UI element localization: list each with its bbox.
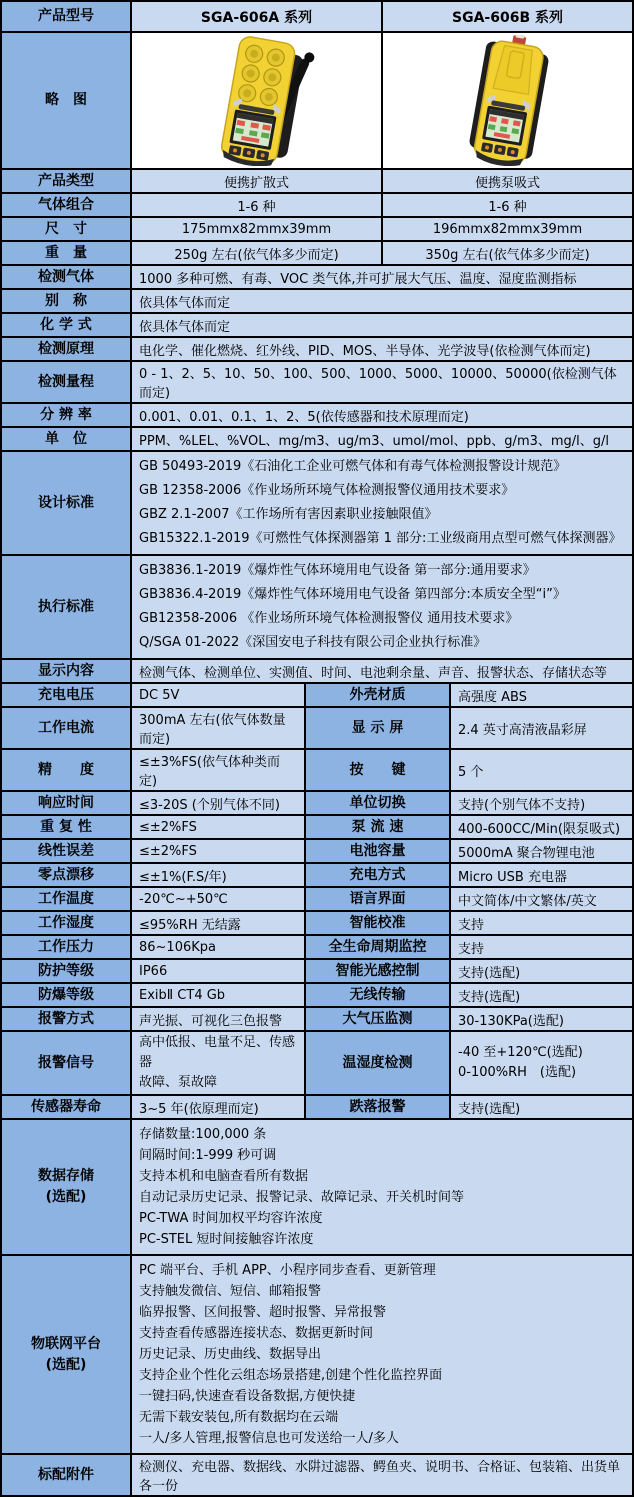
row-label-right: 显 示 屏: [304, 708, 449, 748]
header-row: [2, 2, 632, 33]
row-label-left: 精 度: [2, 750, 130, 790]
text-line: PC-STEL 短时间接触容许浓度: [139, 1232, 314, 1247]
row-label: [2, 1256, 130, 1453]
row-label: 气体组合: [2, 194, 130, 216]
quad-col-section: [2, 684, 632, 1120]
row-label-right: 电池容量: [304, 840, 449, 862]
label-subline: (选配): [45, 1356, 87, 1373]
row-value-left: IP66: [130, 960, 304, 982]
row-value-right: 高强度 ABS: [449, 684, 632, 706]
row-label: 重 量: [2, 242, 130, 264]
label-subline: (选配): [45, 1189, 87, 1205]
row-label: 设计标准: [2, 452, 130, 554]
row-value: 检测气体、检测单位、实测值、时间、电池剩余量、声音、报警状态、存储状态等: [130, 660, 632, 682]
spec-row: [2, 452, 632, 556]
row-label-left: 充电电压: [2, 684, 130, 706]
text-line: GB12358-2006 《作业场所环境气体检测报警仪 通用技术要求》: [139, 611, 519, 626]
row-label: 尺 寸: [2, 218, 130, 240]
text-line: 高中低报、电量不足、传感器: [139, 1035, 296, 1070]
spec-row: [2, 194, 632, 218]
row-label-right: 单位切换: [304, 792, 449, 814]
spec-row: [2, 1096, 632, 1120]
row-label: 分 辨 率: [2, 404, 130, 426]
spec-row: [2, 660, 632, 684]
text-line: 一人/多人管理,报警信息也可发送给一人/多人: [139, 1431, 399, 1446]
text-line: 存储数量:100,000 条: [139, 1127, 267, 1142]
row-value-left: DC 5V: [130, 684, 304, 706]
row-value: 依具体气体而定: [130, 314, 632, 336]
row-value-a: 便携扩散式: [130, 170, 381, 192]
spec-row: [2, 362, 632, 404]
row-label: 产品类型: [2, 170, 130, 192]
sketch-row: [2, 33, 632, 170]
spec-block-row: [2, 1120, 632, 1256]
row-label-left: 报警方式: [2, 1008, 130, 1030]
text-line: 支持触发微信、短信、邮箱报警: [139, 1284, 322, 1299]
row-label-left: 报警信号: [2, 1032, 130, 1094]
row-label-right: 无线传输: [304, 984, 449, 1006]
product-image-b-cell: [381, 33, 632, 168]
header-series-b: SGA-606B 系列: [381, 2, 632, 31]
row-value: 0.001、0.01、0.1、1、2、5(依传感器和技术原理而定): [130, 404, 632, 426]
text-line: -40 至+120℃(选配): [458, 1045, 583, 1060]
text-line: 临界报警、区间报警、超时报警、异常报警: [139, 1305, 387, 1320]
spec-row: [2, 1032, 632, 1096]
product-image-a-cell: [130, 33, 381, 168]
text-line: GB3836.1-2019《爆炸性气体环境用电气设备 第一部分:通用要求》: [139, 563, 536, 578]
row-label-right: 全生命周期监控: [304, 936, 449, 958]
row-label-left: 工作温度: [2, 888, 130, 910]
text-line: 历史记录、历史曲线、数据导出: [139, 1347, 322, 1362]
row-value-left: 86~106Kpa: [130, 936, 304, 958]
text-line: 无需下载安装包,所有数据均在云端: [139, 1410, 339, 1425]
row-value-left: ≤95%RH 无结露: [130, 912, 304, 934]
row-label: 单 位: [2, 428, 130, 450]
row-label-right: 温湿度检测: [304, 1032, 449, 1094]
row-value-right: 30-130KPa(选配): [449, 1008, 632, 1030]
row-label-left: 工作湿度: [2, 912, 130, 934]
row-value-left: ≤±3%FS(依气体种类而定): [130, 750, 304, 790]
spec-row: [2, 428, 632, 452]
row-value: 0 - 1、2、5、10、50、100、500、1000、5000、10000、50000(依检测气体而定): [130, 362, 632, 402]
text-line: GB3836.4-2019《爆炸性气体环境用电气设备 第四部分:本质安全型“i”》: [139, 587, 566, 602]
spec-row: [2, 684, 632, 708]
row-value: [130, 556, 632, 658]
row-value-right: 支持: [449, 936, 632, 958]
row-value-left: [130, 1032, 304, 1094]
row-label-left: 传感器寿命: [2, 1096, 130, 1118]
row-value-left: 300mA 左右(依气体数量而定): [130, 708, 304, 748]
label-line: 物联网平台: [31, 1335, 101, 1352]
text-line: 支持企业个性化云组态场景搭建,创建个性化监控界面: [139, 1368, 443, 1383]
row-value: 依具体气体而定: [130, 290, 632, 312]
label-line: 数据存储: [38, 1168, 94, 1184]
two-col-section: [2, 170, 632, 266]
sketch-label: 略 图: [2, 33, 130, 168]
row-label-left: 防护等级: [2, 960, 130, 982]
spec-row: [2, 266, 632, 290]
product-image-a: [152, 35, 362, 166]
spec-block-row: [2, 1256, 632, 1455]
row-value-b: 350g 左右(依气体多少而定): [381, 242, 632, 264]
spec-row: [2, 960, 632, 984]
row-value-left: ≤±2%FS: [130, 840, 304, 862]
row-label-right: 外壳材质: [304, 684, 449, 706]
spec-row: [2, 404, 632, 428]
row-label: 化 学 式: [2, 314, 130, 336]
spec-row: [2, 1008, 632, 1032]
row-label: 检测量程: [2, 362, 130, 402]
accessories-value: 检测仪、充电器、数据线、水阱过滤器、鳄鱼夹、说明书、合格证、包装箱、出货单各一份: [130, 1455, 632, 1495]
row-value-left: ≤±1%(F.S/年): [130, 864, 304, 886]
spec-row: [2, 816, 632, 840]
text-line: GB 12358-2006《作业场所环境气体检测报警仪通用技术要求》: [139, 483, 515, 498]
text-line: 间隔时间:1-999 秒可调: [139, 1148, 277, 1163]
header-product-model-label: 产品型号: [2, 2, 130, 31]
spec-row: [2, 708, 632, 750]
row-value-left: 声光振、可视化三色报警: [130, 1008, 304, 1030]
spec-row: [2, 170, 632, 194]
row-label: 执行标准: [2, 556, 130, 658]
row-value: [130, 452, 632, 554]
row-value-b: 196mmx82mmx39mm: [381, 218, 632, 240]
row-label-right: 跌落报警: [304, 1096, 449, 1118]
row-value: PPM、%LEL、%VOL、mg/m3、ug/m3、umol/mol、ppb、g/m3、mg/l、g/l: [130, 428, 632, 450]
row-value-a: 250g 左右(依气体多少而定): [130, 242, 381, 264]
row-label-left: 零点漂移: [2, 864, 130, 886]
accessories-row: [2, 1455, 632, 1495]
spec-row: [2, 290, 632, 314]
row-value-right: 5 个: [449, 750, 632, 790]
row-value-right: 支持(选配): [449, 984, 632, 1006]
text-line: PC-TWA 时间加权平均容许浓度: [139, 1211, 323, 1226]
row-label: 检测原理: [2, 338, 130, 360]
spec-row: [2, 888, 632, 912]
row-value-right: 中文简体/中文繁体/英文: [449, 888, 632, 910]
row-value-right: 400-600CC/Min(限泵吸式): [449, 816, 632, 838]
row-label-right: 大气压监测: [304, 1008, 449, 1030]
row-value-right: 支持(个别气体不支持): [449, 792, 632, 814]
row-value-b: 便携泵吸式: [381, 170, 632, 192]
text-line: 自动记录历史记录、报警记录、故障记录、开关机时间等: [139, 1190, 465, 1205]
row-label-left: 重 复 性: [2, 816, 130, 838]
row-label-right: 智能校准: [304, 912, 449, 934]
spec-row: [2, 314, 632, 338]
spec-row: [2, 750, 632, 792]
row-value-right: [449, 1032, 632, 1094]
row-value-left: 3~5 年(依原理而定): [130, 1096, 304, 1118]
row-label: [2, 1120, 130, 1254]
row-label-left: 工作电流: [2, 708, 130, 748]
row-value: 电化学、催化燃烧、红外线、PID、MOS、半导体、光学波导(依检测气体而定): [130, 338, 632, 360]
text-line: 支持查看传感器连接状态、数据更新时间: [139, 1326, 374, 1341]
spec-row: [2, 556, 632, 660]
product-image-b: [403, 35, 613, 166]
text-line: 一键扫码,快速查看设备数据,方便快捷: [139, 1389, 356, 1404]
row-label: 别 称: [2, 290, 130, 312]
row-value-b: 1-6 种: [381, 194, 632, 216]
spec-row: [2, 218, 632, 242]
row-value: 1000 多种可燃、有毒、VOC 类气体,并可扩展大气压、温度、湿度监测指标: [130, 266, 632, 288]
spec-row: [2, 912, 632, 936]
row-value-a: 175mmx82mmx39mm: [130, 218, 381, 240]
spec-row: [2, 984, 632, 1008]
spec-row: [2, 338, 632, 362]
row-value-left: ≤3-20S (个别气体不同): [130, 792, 304, 814]
spec-row: [2, 792, 632, 816]
header-series-a: SGA-606A 系列: [130, 2, 381, 31]
row-value-right: 支持: [449, 912, 632, 934]
row-value: [130, 1256, 632, 1453]
text-line: 故障、泵故障: [139, 1075, 218, 1090]
row-label-right: 语言界面: [304, 888, 449, 910]
row-label-left: 响应时间: [2, 792, 130, 814]
row-value-right: 支持(选配): [449, 1096, 632, 1118]
row-value-left: ExibⅡ CT4 Gb: [130, 984, 304, 1006]
spec-row: [2, 936, 632, 960]
row-label-left: 防爆等级: [2, 984, 130, 1006]
full-width-section: [2, 266, 632, 684]
text-line: GBZ 2.1-2007《工作场所有害因素职业接触限值》: [139, 507, 438, 522]
block-section: [2, 1120, 632, 1455]
text-line: GB15322.1-2019《可燃性气体探测器第 1 部分:工业级商用点型可燃气体探测器》: [139, 531, 622, 546]
row-label: 检测气体: [2, 266, 130, 288]
row-value-left: ≤±2%FS: [130, 816, 304, 838]
text-line: Q/SGA 01-2022《深国安电子科技有限公司企业执行标准》: [139, 635, 487, 650]
row-label-left: 线性误差: [2, 840, 130, 862]
row-value-right: 支持(选配): [449, 960, 632, 982]
row-label-right: 充电方式: [304, 864, 449, 886]
spec-row: [2, 840, 632, 864]
row-value-right: Micro USB 充电器: [449, 864, 632, 886]
text-line: 支持本机和电脑查看所有数据: [139, 1169, 309, 1184]
row-value-right: 2.4 英寸高清液晶彩屏: [449, 708, 632, 748]
spec-row: [2, 242, 632, 266]
row-label-left: 工作压力: [2, 936, 130, 958]
row-label: 显示内容: [2, 660, 130, 682]
row-label-right: 智能光感控制: [304, 960, 449, 982]
row-value-a: 1-6 种: [130, 194, 381, 216]
spec-row: [2, 864, 632, 888]
row-value: [130, 1120, 632, 1254]
row-value-right: 5000mA 聚合物锂电池: [449, 840, 632, 862]
row-label-right: 泵 流 速: [304, 816, 449, 838]
row-value-left: -20℃~+50℃: [130, 888, 304, 910]
text-line: PC 端平台、手机 APP、小程序同步查看、更新管理: [139, 1263, 436, 1278]
accessories-label: 标配附件: [2, 1455, 130, 1495]
row-label-right: 按 键: [304, 750, 449, 790]
text-line: 0-100%RH (选配): [458, 1065, 577, 1080]
text-line: GB 50493-2019《石油化工企业可燃气体和有毒气体检测报警设计规范》: [139, 459, 567, 474]
